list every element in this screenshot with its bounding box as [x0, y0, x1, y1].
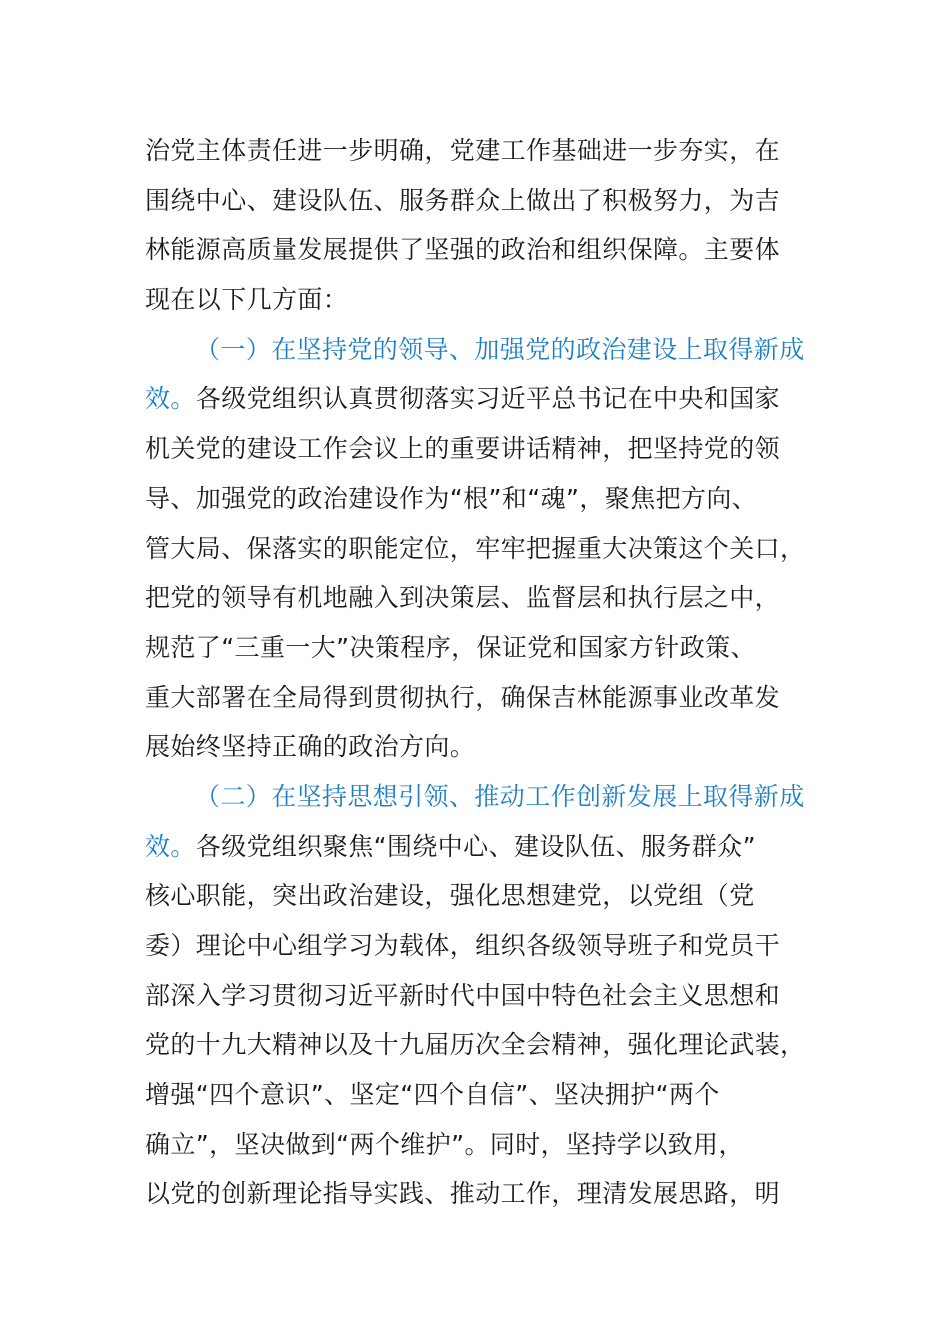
intro-line: 治党主体责任进一步明确，党建工作基础进一步夯实，在 [145, 136, 781, 165]
section-two-line: 以党的创新理论指导实践、推动工作，理清发展思路，明 [145, 1179, 781, 1209]
intro-line: 现在以下几方面： [145, 285, 349, 315]
section-one-heading-line [145, 325, 810, 375]
section-one-line: 把党的领导有机地融入到决策层、监督层和执行层之中， [145, 583, 781, 613]
intro-line: 围绕中心、建设队伍、服务群众上做出了积极努力，为吉 [145, 185, 781, 215]
section-two-line: 党的十九大精神以及十九届历次全会精神，强化理论武装， [145, 1030, 806, 1060]
section-one-text: 各级党组织认真贯彻落实习近平总书记在中央和国家 [195, 384, 781, 414]
section-one-line: 重大部署在全局得到贯彻执行，确保吉林能源事业改革发 [145, 682, 781, 712]
section-one-heading: （一）在坚持党的领导、加强党的政治建设上取得新成 [195, 334, 805, 364]
section-two-line: 增强“四个意识”、坚定“四个自信”、坚决拥护“两个 [145, 1080, 720, 1110]
section-two-heading-line [145, 772, 810, 822]
section-two-line: 部深入学习贯彻习近平新时代中国中特色社会主义思想和 [145, 980, 781, 1010]
section-one-line: 导、加强党的政治建设作为“根”和“魂”，聚焦把方向、 [145, 483, 758, 513]
section-one-line: 规范了“三重一大”决策程序，保证党和国家方针政策、 [145, 632, 756, 662]
section-two-line [145, 822, 810, 872]
section-one-line: 管大局、保落实的职能定位，牢牢把握重大决策这个关口， [145, 533, 806, 563]
document-body [145, 126, 810, 1219]
section-two-line: 确立”，坚决做到“两个维护”。同时，坚持学以致用， [145, 1129, 744, 1159]
section-two-line: 核心职能，突出政治建设，强化思想建党，以党组（党 [145, 881, 755, 911]
section-two-heading-end: 效。 [145, 831, 196, 861]
section-one-line [145, 374, 810, 424]
section-two-text: 各级党组织聚焦“围绕中心、建设队伍、服务群众” [195, 831, 756, 861]
section-one-line: 机关党的建设工作会议上的重要讲话精神，把坚持党的领 [145, 434, 781, 464]
section-one-heading-end: 效。 [145, 384, 196, 414]
section-two-line: 委）理论中心组学习为载体，组织各级领导班子和党员干 [145, 931, 781, 960]
intro-line: 林能源高质量发展提供了坚强的政治和组织保障。主要体 [145, 235, 781, 265]
section-two-heading: （二）在坚持思想引领、推动工作创新发展上取得新成 [195, 781, 805, 811]
section-one-line: 展始终坚持正确的政治方向。 [145, 732, 476, 762]
